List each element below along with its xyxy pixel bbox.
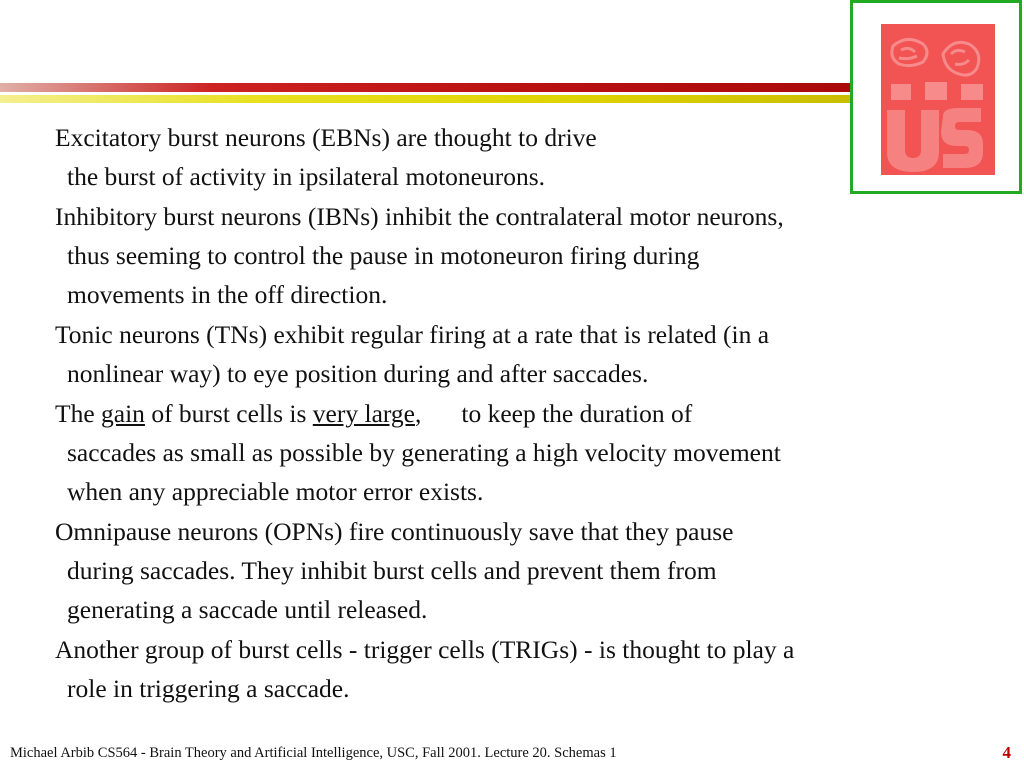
paragraph-gain-line2: saccades as small as possible by generating a high velocity movement <box>67 438 781 467</box>
paragraph-gain-very-large: very large <box>312 399 415 428</box>
paragraph-gain-gain: gain <box>101 399 145 428</box>
paragraph-tn <box>55 315 975 393</box>
paragraph-trig <box>55 630 975 708</box>
footer-text: Michael Arbib CS564 - Brain Theory and Artificial Intelligence, USC, Fall 2001. Lecture 20. Schemas 1 <box>10 745 617 761</box>
paragraph-ebn-line2: the burst of activity in ipsilateral motoneurons. <box>67 162 546 191</box>
page-number: 4 <box>1002 743 1011 762</box>
paragraph-gain-line3: when any appreciable motor error exists. <box>67 477 484 506</box>
paragraph-tn-line2: nonlinear way) to eye position during and after saccades. <box>67 359 649 388</box>
slide-body <box>55 118 975 709</box>
paragraph-ibn <box>55 197 975 314</box>
paragraph-ibn-line1: Inhibitory burst neurons (IBNs) inhibit the contralateral motor neurons, <box>55 202 784 231</box>
paragraph-gain-keep: to keep the duration of <box>461 399 693 428</box>
paragraph-ebn-line1: Excitatory burst neurons (EBNs) are thought to drive <box>55 123 597 152</box>
paragraph-opn-line3: generating a saccade until released. <box>67 595 428 624</box>
paragraph-ibn-line3: movements in the off direction. <box>67 280 388 309</box>
paragraph-ebn <box>55 118 975 196</box>
paragraph-opn <box>55 512 975 629</box>
paragraph-opn-line1: Omnipause neurons (OPNs) fire continuously save that they pause <box>55 517 734 546</box>
paragraph-gain-of-burst: of burst cells is <box>151 399 307 428</box>
header-yellow-stripe <box>0 95 850 103</box>
paragraph-ibn-line2: thus seeming to control the pause in motoneuron firing during <box>67 241 700 270</box>
paragraph-tn-line1: Tonic neurons (TNs) exhibit regular firing at a rate that is related (in a <box>55 320 770 349</box>
paragraph-gain-comma: , <box>414 399 422 428</box>
paragraph-gain-the: The <box>55 399 95 428</box>
header-red-stripe <box>0 83 850 92</box>
paragraph-opn-line2: during saccades. They inhibit burst cells and prevent them from <box>67 556 717 585</box>
paragraph-trig-line2: role in triggering a saccade. <box>67 674 350 703</box>
paragraph-gain <box>55 394 975 511</box>
paragraph-trig-line1: Another group of burst cells - trigger cells (TRIGs) - is thought to play a <box>55 635 795 664</box>
